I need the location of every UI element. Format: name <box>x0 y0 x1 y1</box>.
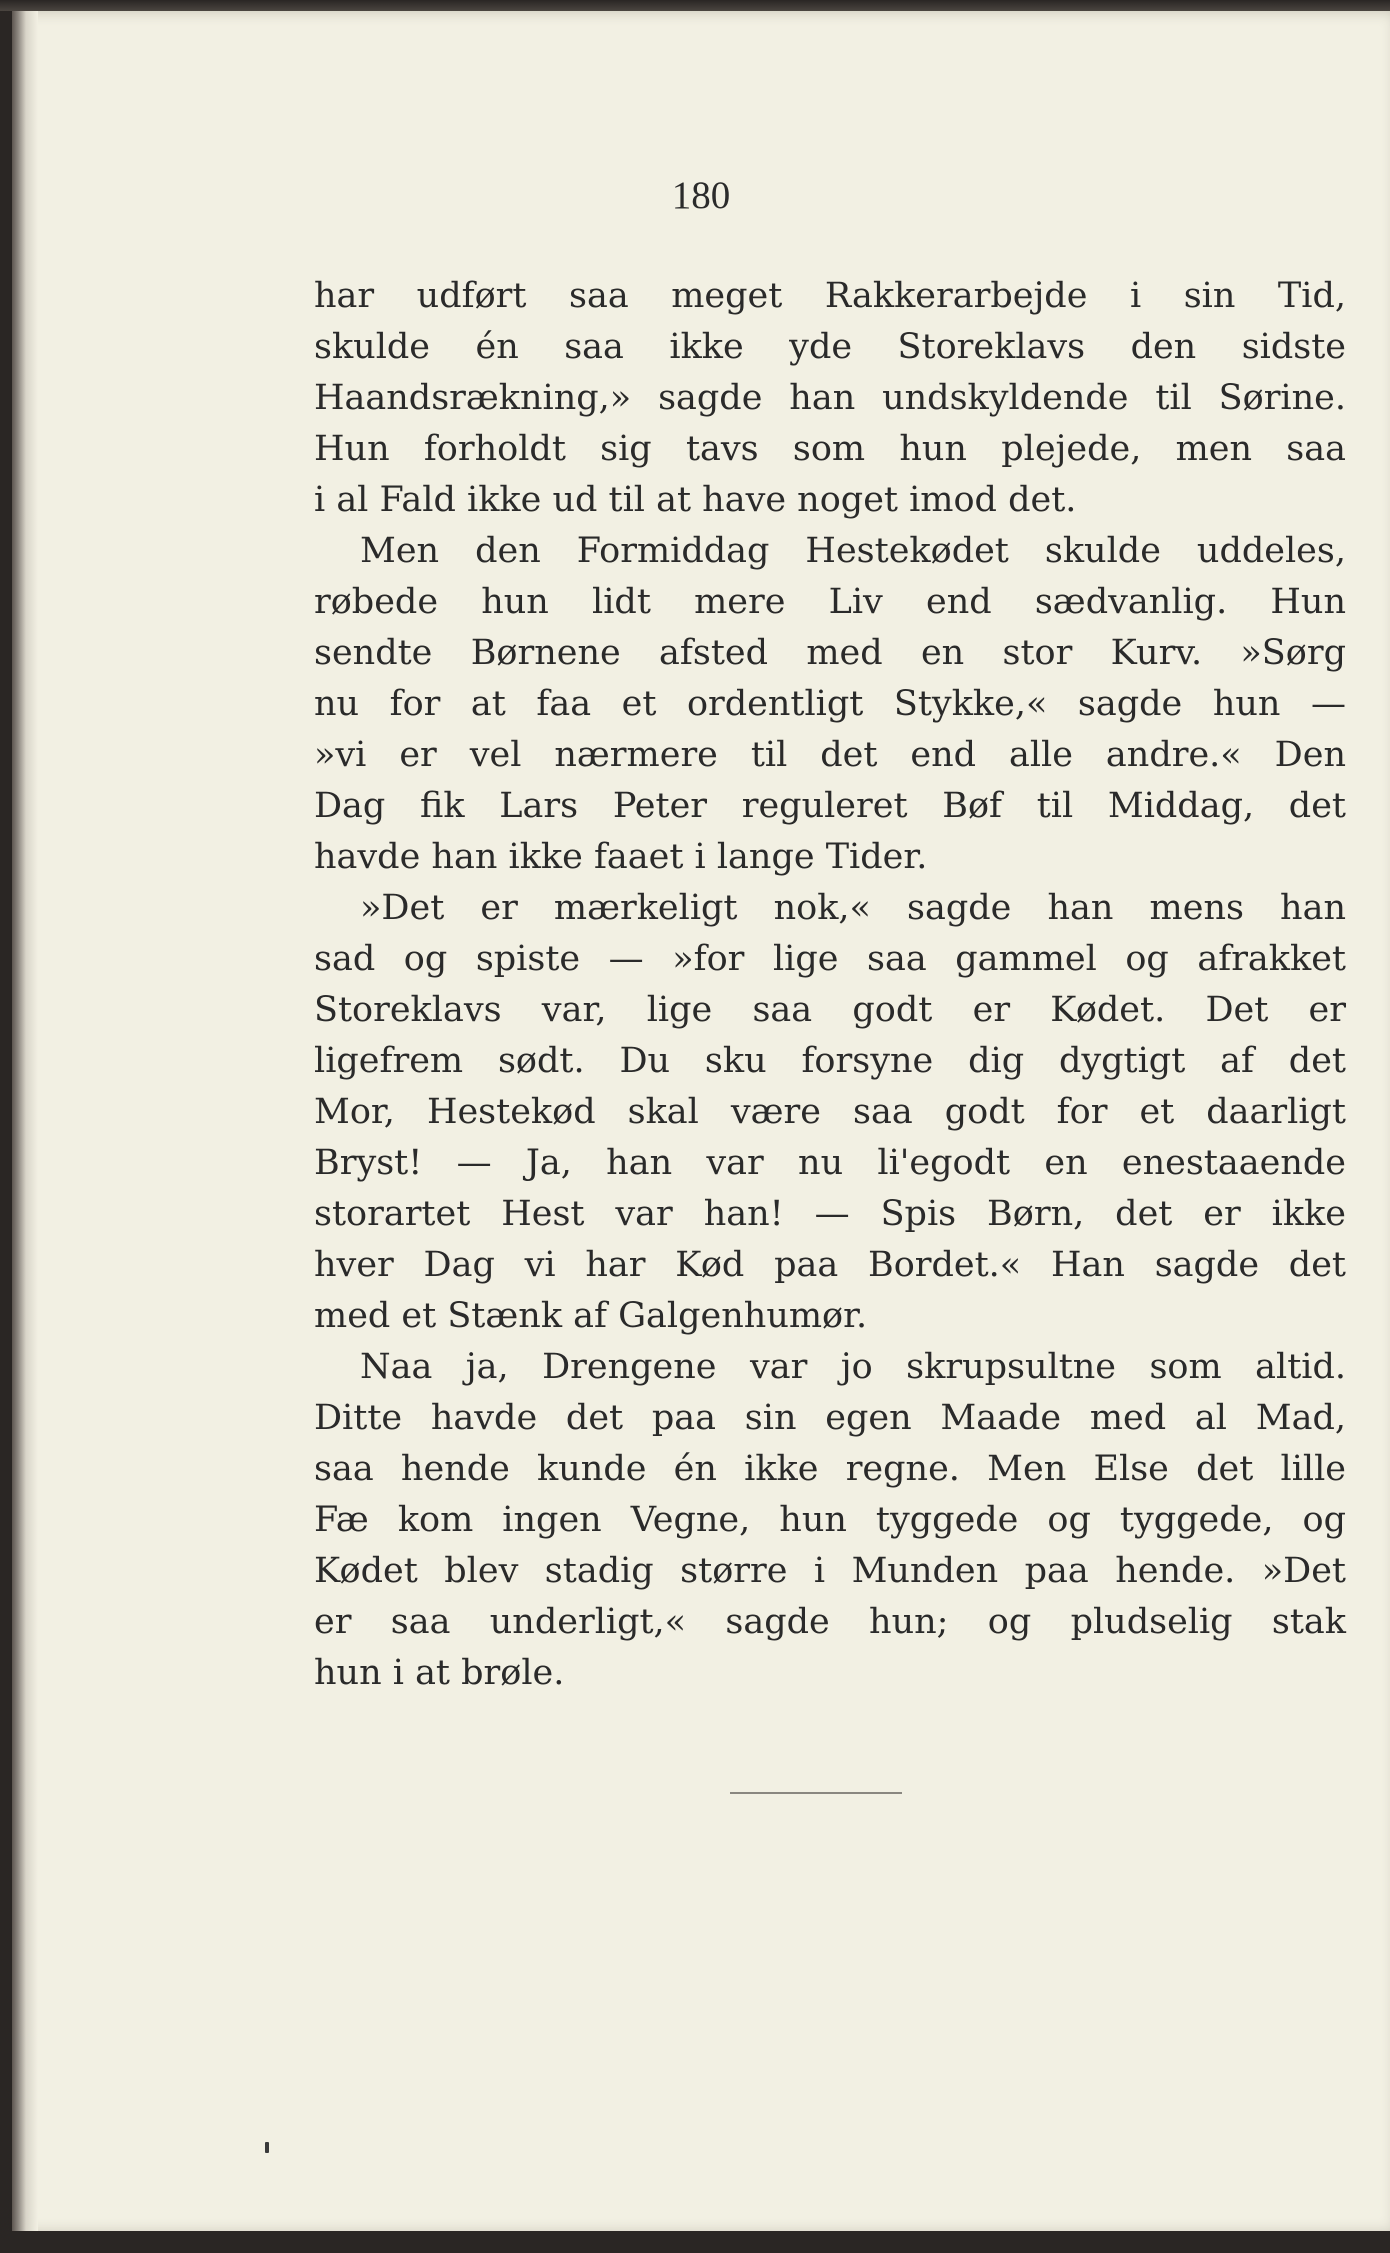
text-line: med et Stænk af Galgenhumør. <box>314 1296 868 1336</box>
text-line: røbede hun lidt mere Liv end sædvanlig. Hun <box>314 582 1346 622</box>
text-line: Dag fik Lars Peter reguleret Bøf til Middag, det <box>314 786 1346 826</box>
text-line: Mor, Hestekød skal være saa godt for et daarligt <box>314 1092 1346 1132</box>
text-line: »vi er vel nærmere til det end alle andre.« Den <box>314 735 1346 775</box>
text-line: Haandsrækning,» sagde han undskyldende til Sørine. <box>314 378 1346 418</box>
text-line: Bryst! — Ja, han var nu li'egodt en enestaaende <box>314 1143 1346 1183</box>
text-line: skulde én saa ikke yde Storeklavs den sidste <box>314 327 1346 367</box>
text-line: hun i at brøle. <box>314 1653 565 1693</box>
text-line: er saa underligt,« sagde hun; og pludselig stak <box>314 1602 1346 1642</box>
text-line: Kødet blev stadig større i Munden paa hende. »Det <box>314 1551 1346 1591</box>
text-line: storartet Hest var han! — Spis Børn, det er ikke <box>314 1194 1346 1234</box>
text-line: saa hende kunde én ikke regne. Men Else det lille <box>314 1449 1346 1489</box>
text-line: Hun forholdt sig tavs som hun plejede, men saa <box>314 429 1346 469</box>
spine-edge <box>12 11 38 2233</box>
text-line: har udført saa meget Rakkerarbejde i sin Tid, <box>314 276 1346 316</box>
text-line: ligefrem sødt. Du sku forsyne dig dygtigt af det <box>314 1041 1346 1081</box>
text-line: Storeklavs var, lige saa godt er Kødet. Det er <box>314 990 1346 1030</box>
end-rule <box>730 1792 902 1794</box>
ink-mark <box>265 2142 269 2153</box>
body-text <box>314 271 1346 1699</box>
text-line: sendte Børnene afsted med en stor Kurv. »Sørg <box>314 633 1346 673</box>
text-line: hver Dag vi har Kød paa Bordet.« Han sagde det <box>314 1245 1346 1285</box>
text-line: havde han ikke faaet i lange Tider. <box>314 837 928 877</box>
book-page <box>12 11 1390 2233</box>
page-number: 180 <box>671 174 731 217</box>
text-line: nu for at faa et ordentligt Stykke,« sagde hun — <box>314 684 1346 724</box>
top-edge <box>0 0 1390 11</box>
text-line: Naa ja, Drengene var jo skrupsultne som altid. <box>360 1347 1346 1387</box>
bottom-edge <box>0 2231 1390 2253</box>
text-line: Ditte havde det paa sin egen Maade med al Mad, <box>314 1398 1346 1438</box>
text-line: Fæ kom ingen Vegne, hun tyggede og tyggede, og <box>314 1500 1346 1540</box>
text-line: Men den Formiddag Hestekødet skulde uddeles, <box>360 531 1346 571</box>
text-line: »Det er mærkeligt nok,« sagde han mens han <box>360 888 1346 928</box>
text-line: sad og spiste — »for lige saa gammel og afrakket <box>314 939 1346 979</box>
text-line: i al Fald ikke ud til at have noget imod det. <box>314 480 1077 520</box>
